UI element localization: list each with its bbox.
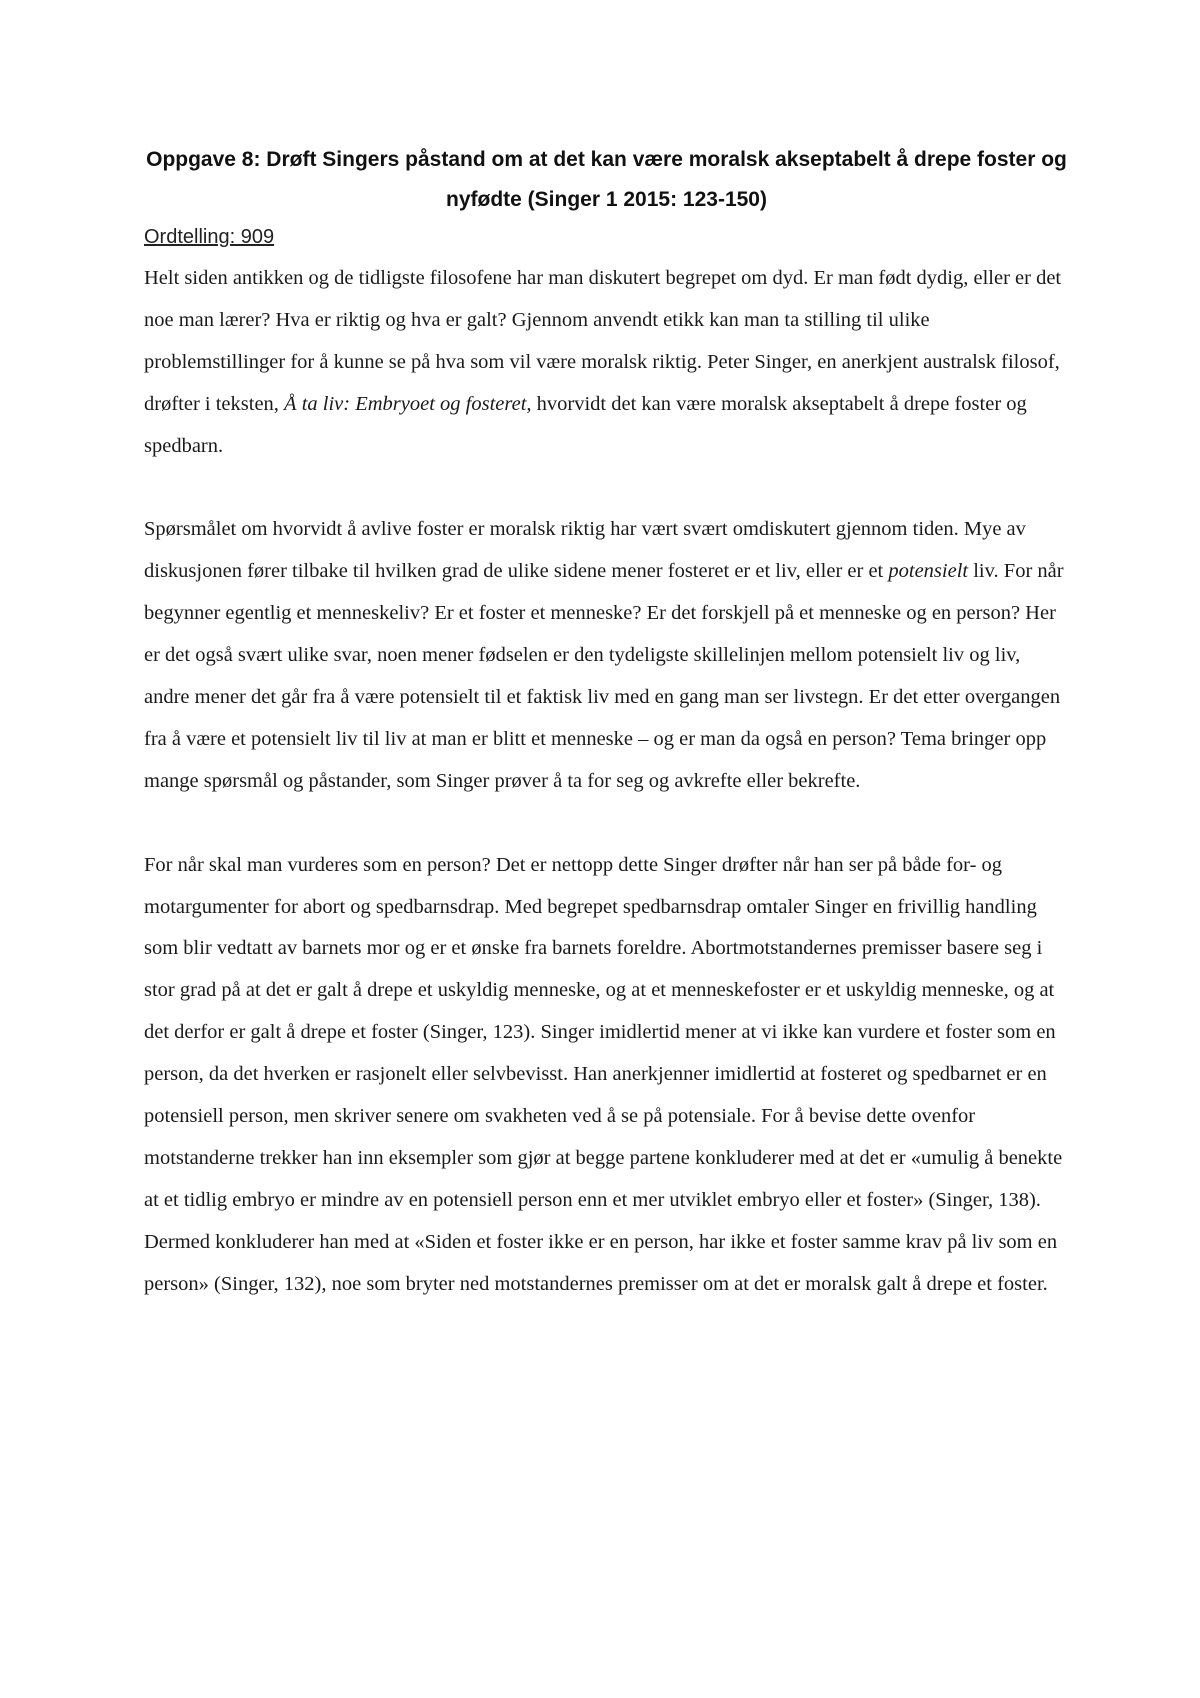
book-title-italic: Å ta liv: Embryoet og fosteret, bbox=[284, 392, 532, 415]
paragraph-text: Helt siden antikken og de tidligste filosofene har man diskutert begrepet om dyd. Er man født dydig, eller er det noe man lærer? Hva er riktig og hva er galt? Gjennom anvendt etikk kan man ta stilling til ulike problemstillinger for å kunne se på hva som vil være moralsk riktig. Peter Singer, en anerkjent australsk filosof, drøfter i teksten, bbox=[144, 267, 1062, 415]
emphasis-italic: potensielt bbox=[888, 560, 969, 583]
paragraph-text: Spørsmålet om hvorvidt å avlive foster er moralsk riktig har vært svært omdiskutert gjennom tiden. Mye av diskusjonen fører tilbake til hvilken grad de ulike sidene mener fosteret er et liv, eller er et bbox=[144, 518, 1026, 583]
paragraph-text: For når skal man vurderes som en person? Det er nettopp dette Singer drøfter når han ser på både for- og motargumenter for abort og spedbarnsdrap. Med begrepet spedbarnsdrap omtaler Singer en frivillig handling som blir vedtatt av barnets mor og er et ønske fra barnets foreldre. Abortmotstandernes premisser basere seg i stor grad på at det er galt å drepe et uskyldig menneske, og at et menneskefoster er et uskyldig menneske, og at det derfor er galt å drepe et foster (Singer, 123). Singer imidlertid mener at vi ikke kan vurdere et foster som en person, da det hverken er rasjonelt eller selvbevisst. Han anerkjenner imidlertid at fosteret og spedbarnet er en potensiell person, men skriver senere om svakheten ved å se på potensiale. For å bevise dette ovenfor motstanderne trekker han inn eksempler som gjør at begge partene konkluderer med at det er «umulig å benekte at et tidlig embryo er mindre av en potensiell person enn et mer utviklet embryo eller et foster» (Singer, 138). Dermed konkluderer han med at «Siden et foster ikke er en person, har ikke et foster samme krav på liv som en person» (Singer, 132), noe som bryter ned motstandernes premisser om at det er moralsk galt å drepe et foster. bbox=[144, 853, 1063, 1295]
paragraph-text: hvorvidt det kan være moralsk akseptabelt å drepe foster og spedbarn. bbox=[144, 392, 1027, 457]
paragraph-3 bbox=[144, 845, 1069, 1306]
document-body bbox=[144, 140, 1069, 1348]
paragraph-1 bbox=[144, 258, 1069, 468]
word-count: Ordtelling: 909 bbox=[144, 226, 275, 248]
paragraph-2 bbox=[144, 509, 1069, 802]
paragraph-text: liv. For når begynner egentlig et menneskeliv? Er et foster et menneske? Er det forskjell på et menneske og en person? Her er det også svært ulike svar, noen mener fødselen er den tydeligste skillelinjen mellom potensielt liv og liv, andre mener det går fra å være potensielt til et faktisk liv med en gang man ser livstegn. Er det etter overgangen fra å være et potensielt liv til liv at man er blitt et menneske – og er man da også en person? Tema bringer opp mange spørsmål og påstander, som Singer prøver å ta for seg og avkrefte eller bekrefte. bbox=[144, 560, 1064, 792]
document-title: Oppgave 8: Drøft Singers påstand om at det kan være moralsk akseptabelt å drepe foster og nyfødte (Singer 1 2015: 123-150) bbox=[146, 148, 1067, 211]
